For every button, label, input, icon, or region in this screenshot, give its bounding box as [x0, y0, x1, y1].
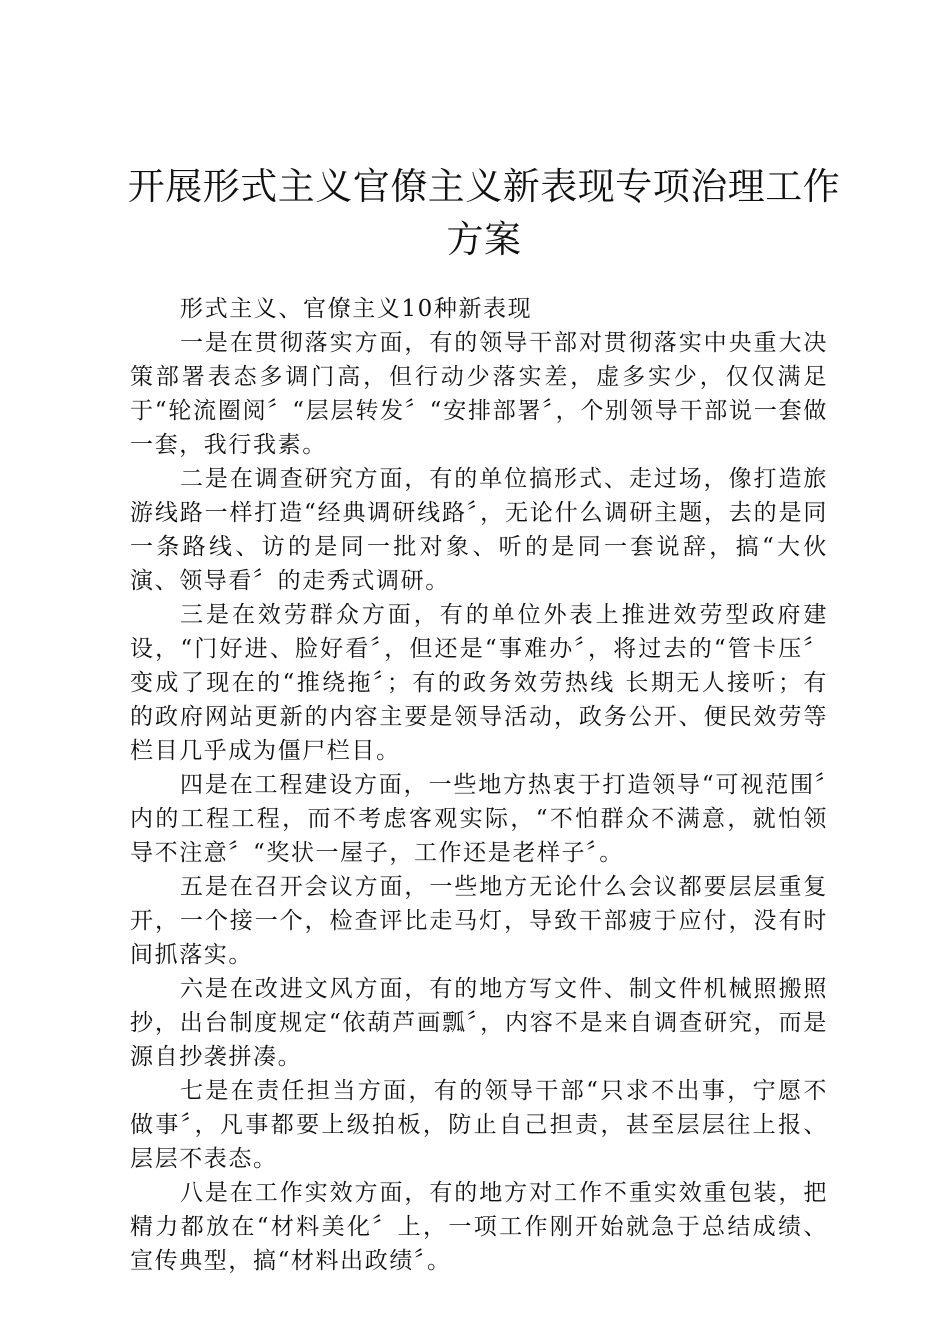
paragraph-1: 一是在贯彻落实方面，有的领导干部对贯彻落实中央重大决策部署表态多调门高，但行动少落实差，虚多实少，仅仅满足于“轮流圈阅〞“层层转发〞“安排部署〞，个别领导干部说一套做一套，我行我素。 [130, 330, 828, 458]
paragraph-7: 七是在责任担当方面，有的领导干部“只求不出事，宁愿不做事〞，凡事都要上级拍板，防止自己担责，甚至层层往上报、层层不表态。 [130, 1078, 828, 1172]
paragraph-8: 八是在工作实效方面，有的地方对工作不重实效重包装，把精力都放在“材料美化〞上，一项工作刚开始就急于总结成绩、宣传典型，搞“材料出政绩〞。 [130, 1180, 828, 1274]
document-title: 开展形式主义官僚主义新表现专项治理工作方案 [127, 165, 841, 261]
paragraph-5: 五是在召开会议方面，一些地方无论什么会议都要层层重复开，一个接一个，检查评比走马灯，导致干部疲于应付，没有时间抓落实。 [130, 874, 828, 968]
paragraph-6: 六是在改进文风方面，有的地方写文件、制文件机械照搬照抄，出台制度规定“依葫芦画瓢〞，内容不是来自调查研究，而是源自抄袭拼凑。 [130, 976, 828, 1070]
paragraph-4: 四是在工程建设方面，一些地方热衷于打造领导“可视范围〞内的工程工程，而不考虑客观实际，“不怕群众不满意，就怕领导不注意〞“奖状一屋子，工作还是老样子〞。 [130, 772, 828, 866]
paragraph-3: 三是在效劳群众方面，有的单位外表上推进效劳型政府建设，“门好进、脸好看〞，但还是“事难办〞，将过去的“管卡压〞变成了现在的“推绕拖〞；有的政务效劳热线 长期无人接听；有的政府网站更新的内容主要是领导活动，政务公开、便民效劳等栏目几乎成为僵尸栏目。 [130, 602, 828, 764]
document-body [130, 292, 828, 1278]
subheading-paragraph: 形式主义、官僚主义10种新表现 [180, 296, 533, 322]
paragraph-2: 二是在调查研究方面，有的单位搞形式、走过场，像打造旅游线路一样打造“经典调研线路〞，无论什么调研主题，去的是同一条路线、访的是同一批对象、听的是同一套说辞，搞“大伙演、领导看〞的走秀式调研。 [130, 466, 828, 594]
